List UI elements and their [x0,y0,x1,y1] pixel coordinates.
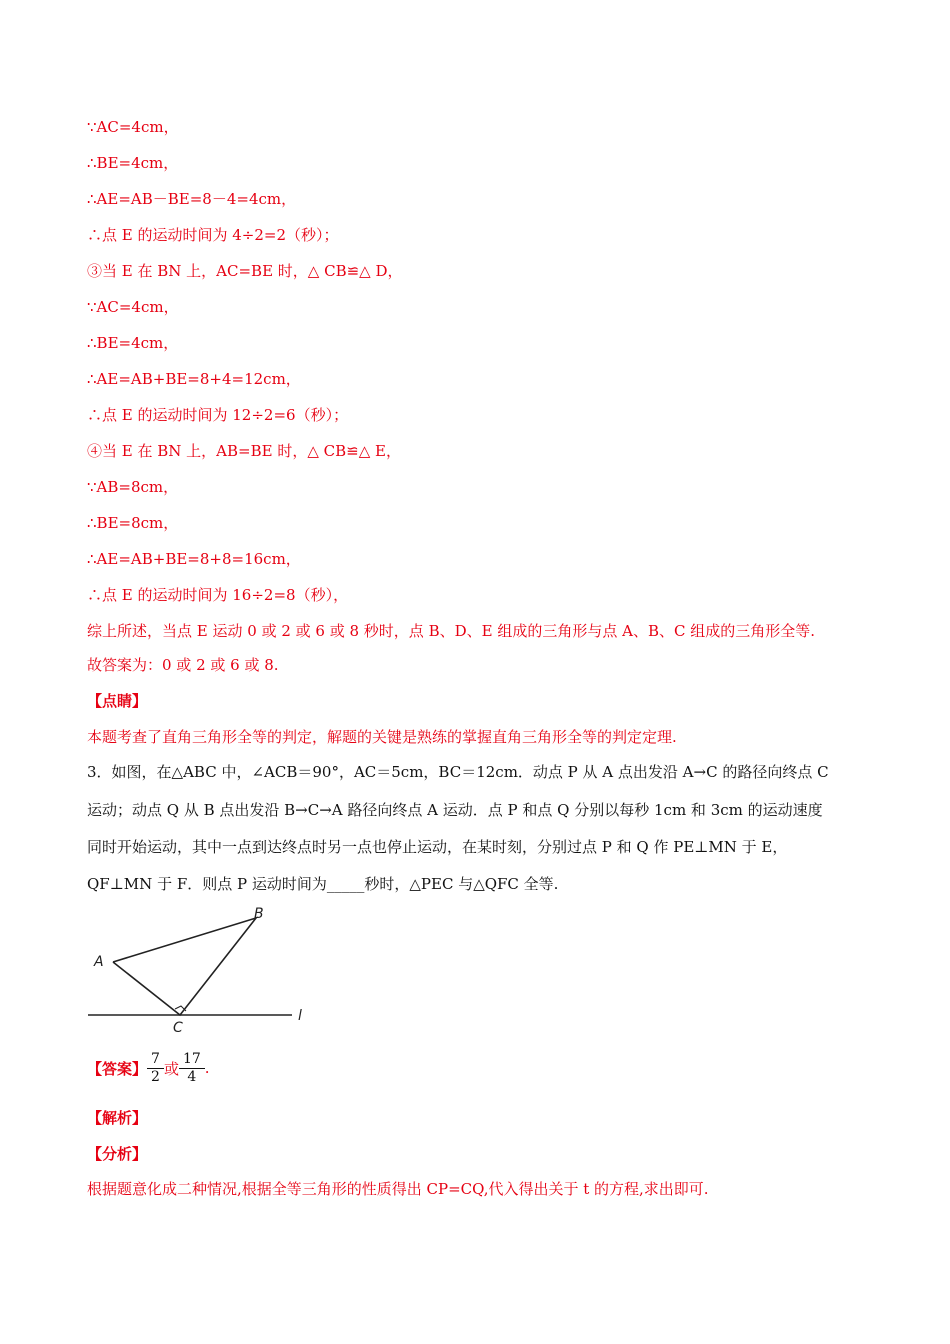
solution-line: ∴BE=8cm， [87,514,179,532]
problem-3-line: QF⊥MN 于 F．则点 P 运动时间为_____秒时，△PEC 与△QFC 全等. [87,875,559,893]
analysis-label: 【解析】 [87,1109,148,1127]
answer-row [87,1045,210,1091]
comment-label: 【点睛】 [87,692,148,710]
triangle-abc [113,918,256,1015]
solution-line: ∴BE=4cm， [87,154,179,172]
solution-line: ∴点 E 的运动时间为 12÷2=6（秒）； [87,406,349,424]
solution-line: ∵AC=4cm， [87,118,179,136]
label-c: C [173,1020,183,1036]
fraction-1-denominator: 2 [151,1068,160,1085]
problem-3-line: 3．如图，在△ABC 中，∠ACB＝90°，AC＝5cm，BC＝12cm．动点 P 从 A 点出发沿 A→C 的路径向终点 C [87,763,829,781]
analysis-text: 根据题意化成二种情况,根据全等三角形的性质得出 CP=CQ,代入得出关于 t 的方程,求出即可. [87,1180,709,1198]
label-l: l [298,1008,302,1024]
solution-answer: 故答案为：0 或 2 或 6 或 8. [87,656,279,674]
solution-summary: 综上所述，当点 E 运动 0 或 2 或 6 或 8 秒时，点 B、D、E 组成的三角形与点 A、B、C 组成的三角形全等. [87,622,815,640]
label-a: A [94,954,104,970]
answer-or: 或 [163,1059,179,1078]
solution-line: ∴BE=4cm， [87,334,179,352]
answer-end: . [204,1059,210,1077]
solution-line: ∴AE=AB－BE=8－4=4cm， [87,190,297,208]
fraction-2-denominator: 4 [187,1068,197,1085]
fraction-1-numerator: 7 [151,1050,160,1067]
solution-line: ∴AE=AB+BE=8+4=12cm， [87,370,301,388]
solution-line: ④当 E 在 BN 上，AB=BE 时，△ CB≌△ E， [87,442,401,460]
answer-label: 【答案】 [87,1059,148,1078]
solution-line: ∴点 E 的运动时间为 16÷2=8（秒）， [87,586,349,604]
problem-3-line: 运动；动点 Q 从 B 点出发沿 B→C→A 路径向终点 A 运动．点 P 和点 Q 分别以每秒 1cm 和 3cm 的运动速度 [87,801,823,819]
comment-text: 本题考查了直角三角形全等的判定，解题的关键是熟练的掌握直角三角形全等的判定定理. [87,728,677,746]
label-b: B [254,906,264,922]
triangle-figure [80,902,320,1038]
solution-line: ③当 E 在 BN 上，AC=BE 时，△ CB≌△ D， [87,262,403,280]
answer-fraction-2 [181,1051,203,1086]
solution-line: ∴点 E 的运动时间为 4÷2=2（秒）； [87,226,339,244]
problem-3-line: 同时开始运动，其中一点到达终点时另一点也停止运动，在某时刻，分别过点 P 和 Q 作 PE⊥MN 于 E， [87,838,788,856]
analysis2-label: 【分析】 [87,1145,148,1163]
solution-line: ∵AC=4cm， [87,298,179,316]
solution-line: ∴AE=AB+BE=8+8=16cm， [87,550,301,568]
fraction-2-numerator: 17 [182,1050,201,1067]
solution-line: ∵AB=8cm， [87,478,179,496]
answer-fraction-1 [149,1051,162,1086]
